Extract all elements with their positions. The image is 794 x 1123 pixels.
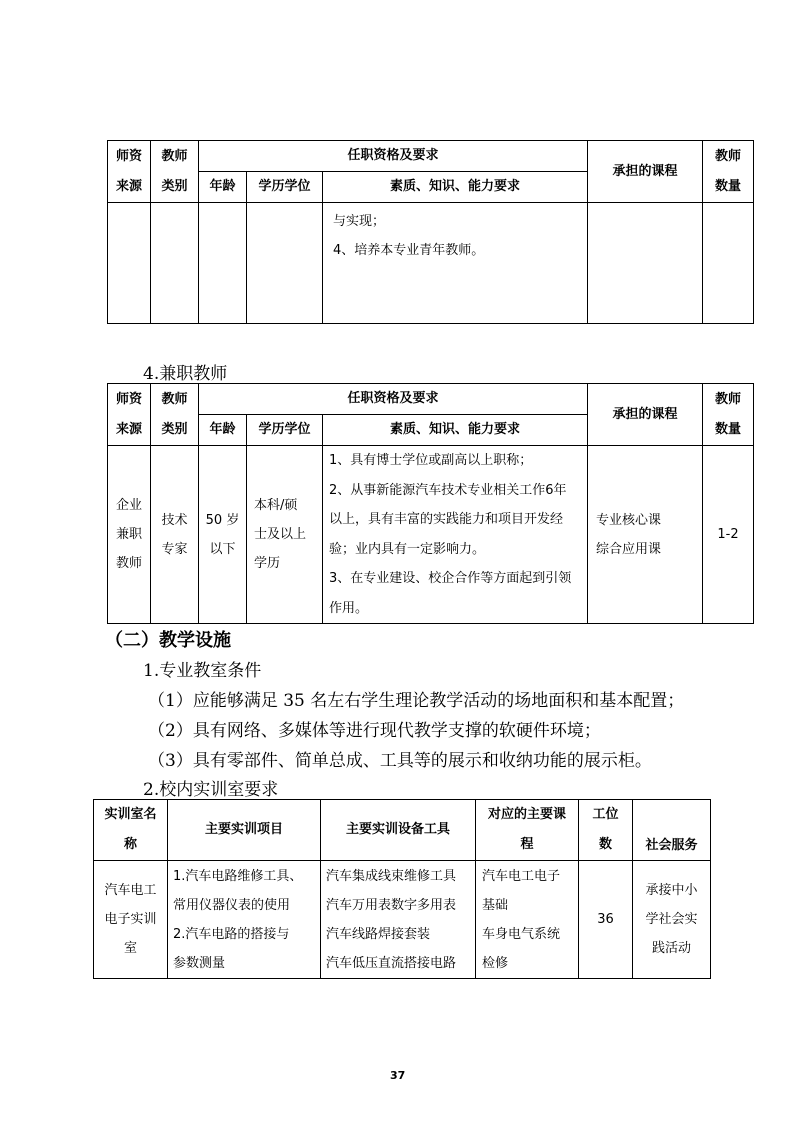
- cell-courses: 专业核心课 综合应用课: [588, 446, 703, 624]
- header-courses: 承担的课程: [588, 384, 703, 446]
- subsection-title-training-room: 2.校内实训室要求: [143, 780, 279, 800]
- cell-quality-text: 与实现； 4、培养本专业青年教师。: [323, 203, 588, 324]
- header-quality: 素质、知识、能力要求: [323, 172, 588, 203]
- cell-course: 汽车电工电子 基础 车身电气系统 检修: [476, 861, 579, 979]
- subsection-title-classroom: 1.专业教室条件: [143, 661, 262, 681]
- header-teacher-count: 教师 数量: [703, 384, 754, 446]
- header-room-name: 实训室名 称: [94, 800, 168, 861]
- classroom-requirement-item: （3）具有零部件、简单总成、工具等的展示和收纳功能的展示柜。: [148, 751, 652, 771]
- header-qualification-group: 任职资格及要求: [199, 141, 588, 172]
- classroom-requirement-item: （1）应能够满足 35 名左右学生理论教学活动的场地面积和基本配置；: [148, 691, 685, 711]
- section-heading-teaching-facilities: （二）教学设施: [105, 630, 231, 651]
- training-room-table: [93, 799, 711, 979]
- header-education: 学历学位: [247, 172, 323, 203]
- cell-room-name: 汽车电工 电子实训 室: [94, 861, 168, 979]
- header-course: 对应的主要课 程: [476, 800, 579, 861]
- cell-empty: [703, 203, 754, 324]
- classroom-requirement-item: （2）具有网络、多媒体等进行现代教学支撑的软硬件环境；: [148, 721, 601, 741]
- header-social-service: 社会服务: [633, 800, 711, 861]
- cell-empty: [108, 203, 151, 324]
- header-qualification-group: 任职资格及要求: [199, 384, 588, 415]
- cell-stations: 36: [579, 861, 633, 979]
- header-age: 年龄: [199, 415, 247, 446]
- header-equipment: 主要实训设备工具: [321, 800, 476, 861]
- section-title-part-time-teachers: 4.兼职教师: [143, 364, 228, 384]
- cell-age: 50 岁 以下: [199, 446, 247, 624]
- cell-social-service: 承接中小 学社会实 践活动: [633, 861, 711, 979]
- cell-equipment: 汽车集成线束维修工具 汽车万用表数字多用表 汽车线路焊接套装 汽车低压直流搭接电路: [321, 861, 476, 979]
- header-stations: 工位 数: [579, 800, 633, 861]
- cell-empty: [588, 203, 703, 324]
- header-teacher-category: 教师 类别: [151, 384, 199, 446]
- cell-count: 1-2: [703, 446, 754, 624]
- cell-education: 本科/硕 士及以上 学历: [247, 446, 323, 624]
- cell-source: 企业 兼职 教师: [108, 446, 151, 624]
- header-teacher-source: 师资 来源: [108, 141, 151, 203]
- header-teacher-source: 师资 来源: [108, 384, 151, 446]
- cell-empty: [151, 203, 199, 324]
- cell-empty: [199, 203, 247, 324]
- header-teacher-count: 教师 数量: [703, 141, 754, 203]
- cell-quality-text: 1、具有博士学位或副高以上职称； 2、从事新能源汽车技术专业相关工作6年 以上，具有丰富的实践能力和项目开发经 验；业内具有一定影响力。 3、在专业建设、校企合作等方面起到引领 作用。: [323, 446, 588, 624]
- header-teacher-category: 教师 类别: [151, 141, 199, 203]
- header-courses: 承担的课程: [588, 141, 703, 203]
- cell-category: 技术 专家: [151, 446, 199, 624]
- cell-empty: [247, 203, 323, 324]
- part-time-teacher-table: [107, 383, 754, 624]
- header-training-project: 主要实训项目: [168, 800, 321, 861]
- page-number: 37: [390, 1069, 406, 1082]
- header-quality: 素质、知识、能力要求: [323, 415, 588, 446]
- cell-training-project: 1.汽车电路维修工具、 常用仪器仪表的使用 2.汽车电路的搭接与 参数测量: [168, 861, 321, 979]
- header-education: 学历学位: [247, 415, 323, 446]
- header-age: 年龄: [199, 172, 247, 203]
- teacher-requirements-table-continued: [107, 140, 754, 324]
